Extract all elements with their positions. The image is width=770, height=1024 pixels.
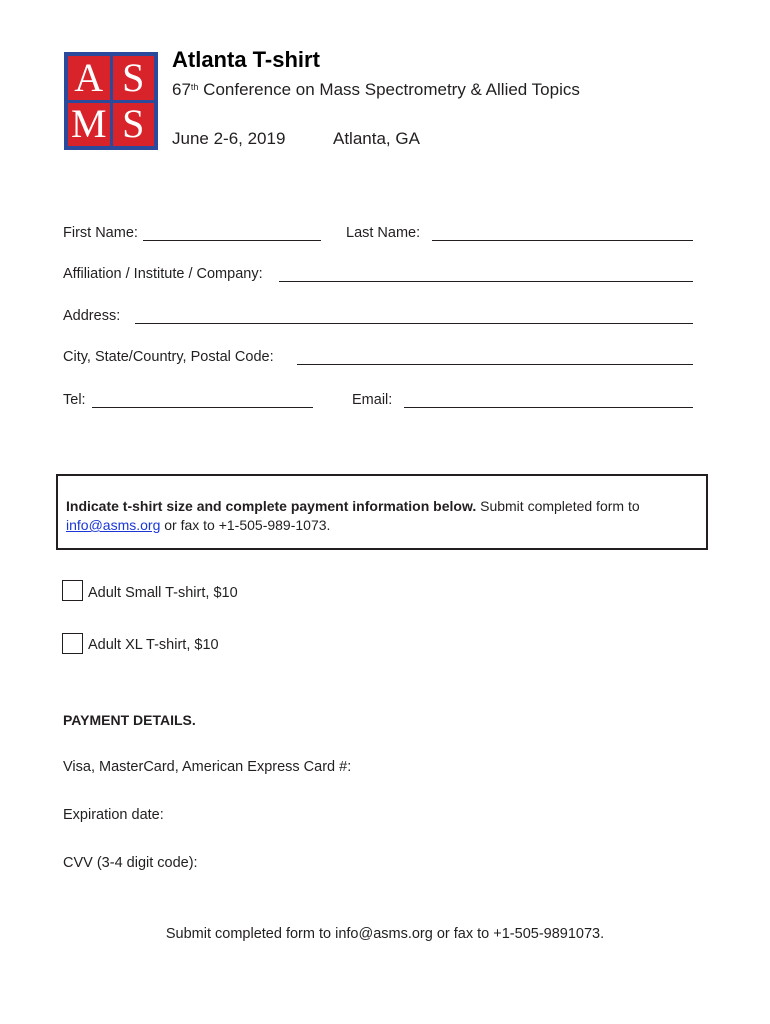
subtitle-text: Conference on Mass Spectrometry & Allied Topics — [198, 80, 580, 99]
tel-label: Tel: — [63, 392, 86, 408]
city-label: City, State/Country, Postal Code: — [63, 349, 274, 365]
asms-logo — [64, 52, 158, 150]
logo-letter-m: M — [68, 103, 110, 147]
xl-tshirt-label: Adult XL T-shirt, $10 — [88, 637, 219, 653]
subtitle-ordinal: th — [190, 82, 199, 92]
conference-location: Atlanta, GA — [333, 129, 420, 148]
address-field[interactable] — [135, 323, 693, 324]
affiliation-field[interactable] — [279, 281, 693, 282]
logo-letter-s: S — [113, 56, 155, 100]
email-link[interactable]: info@asms.org — [66, 517, 161, 533]
logo-letter-s2: S — [113, 103, 155, 147]
expiration-label: Expiration date: — [63, 807, 164, 823]
instructions-fax: or fax to +1-505-989-1073. — [160, 517, 331, 533]
last-name-field[interactable] — [432, 240, 693, 241]
last-name-label: Last Name: — [346, 225, 421, 241]
instructions-bold: Indicate t-shirt size and complete payment information below. — [66, 498, 477, 514]
first-name-label: First Name: — [63, 225, 138, 241]
card-number-label: Visa, MasterCard, American Express Card #: — [63, 759, 352, 775]
conference-dates: June 2-6, 2019 — [172, 129, 286, 148]
email-field[interactable] — [404, 407, 693, 408]
subtitle-number: 67 — [172, 80, 191, 99]
xl-tshirt-checkbox[interactable] — [62, 633, 83, 654]
small-tshirt-label: Adult Small T-shirt, $10 — [88, 585, 238, 601]
page-title: Atlanta T-shirt — [172, 47, 320, 72]
conference-subtitle — [172, 80, 580, 100]
address-label: Address: — [63, 308, 121, 324]
instructions-text: Submit completed form to — [476, 498, 640, 514]
email-label: Email: — [352, 392, 393, 408]
instructions-box — [56, 474, 708, 550]
affiliation-label: Affiliation / Institute / Company: — [63, 266, 263, 282]
city-field[interactable] — [297, 364, 693, 365]
footer-note: Submit completed form to info@asms.org or fax to +1-505-9891073. — [165, 926, 605, 942]
payment-heading: PAYMENT DETAILS. — [63, 712, 196, 728]
cvv-label: CVV (3-4 digit code): — [63, 855, 198, 871]
small-tshirt-checkbox[interactable] — [62, 580, 83, 601]
logo-letter-a: A — [68, 56, 110, 100]
tel-field[interactable] — [92, 407, 313, 408]
first-name-field[interactable] — [143, 240, 321, 241]
